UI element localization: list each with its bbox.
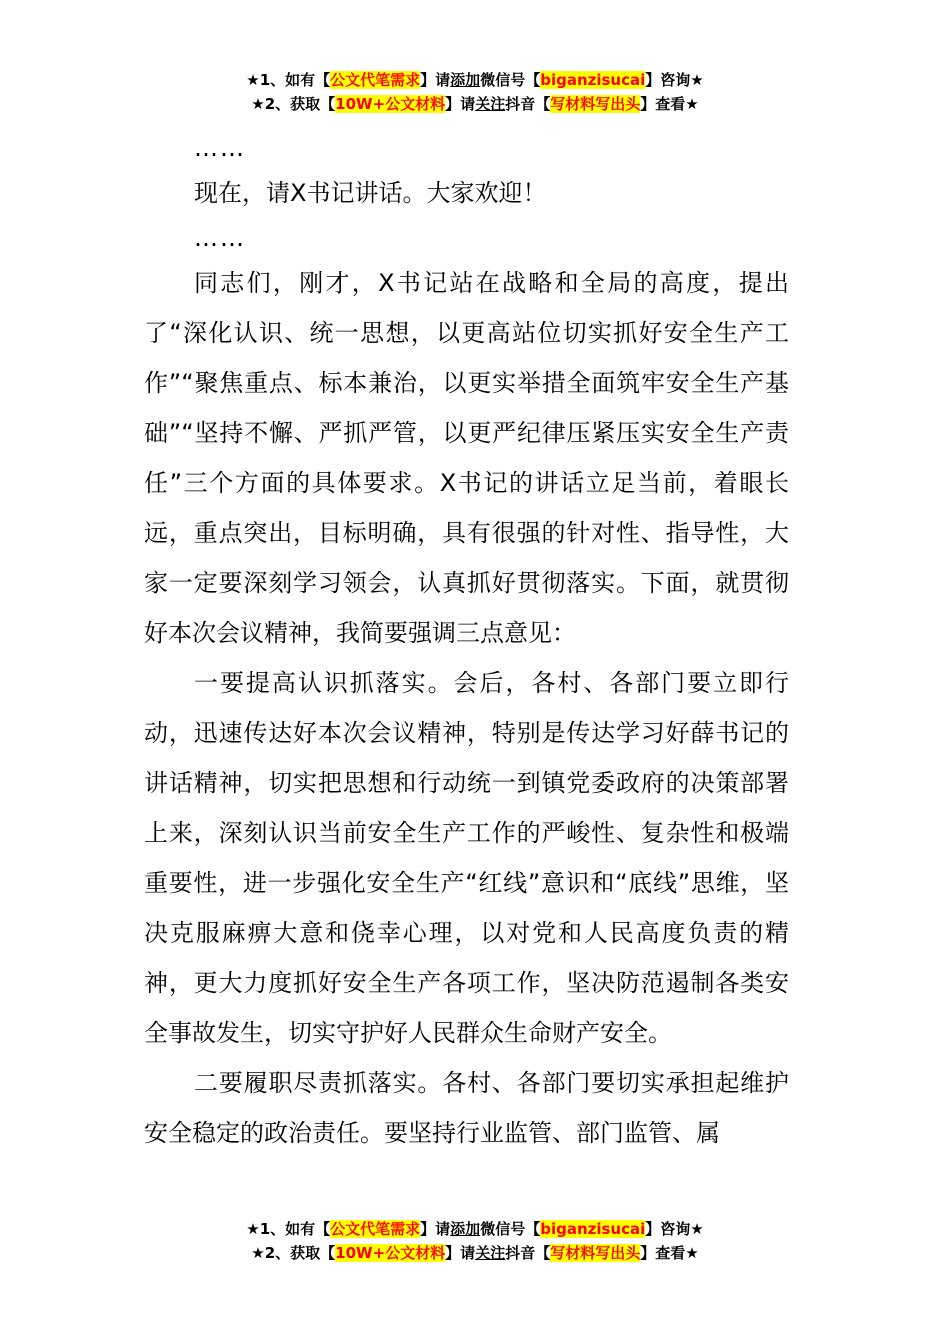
promo-highlight: 公文代笔需求 xyxy=(330,71,421,89)
promo-highlight: 10W+公文材料 xyxy=(335,1244,446,1262)
star-icon: ★ xyxy=(690,71,704,89)
promo-line-1 xyxy=(0,68,950,92)
promo-text: 】查看 xyxy=(640,95,686,113)
promo-highlight: biganzisucai xyxy=(540,1220,646,1238)
promo-highlight: 写材料写出头 xyxy=(550,95,641,113)
promo-text: 1、如有【 xyxy=(259,1220,331,1238)
ellipsis-paragraph: …… xyxy=(194,134,246,162)
promo-text: 微信号【 xyxy=(480,71,541,89)
promo-text: 】请 xyxy=(445,95,476,113)
promo-text: 抖音【 xyxy=(505,1244,551,1262)
summary-paragraph: 同志们，刚才，X书记站在战略和全局的高度，提出了“深化认识、统一思想，以更高站位切实抓好安全生产工作”“聚焦重点、标本兼治，以更实举措全面筑牢安全生产基础”“坚持不懈、严抓严管，以更严纪律压紧压实安全生产责任”三个方面的具体要求。X书记的讲话立足当前，着眼长远，重点突出，目标明确，具有很强的针对性、指导性，大家一定要深刻学习领会，认真抓好贯彻落实。下面，就贯彻好本次会议精神，我简要强调三点意见： xyxy=(144,269,789,647)
promo-highlight: 写材料写出头 xyxy=(550,1244,641,1262)
promo-line-1 xyxy=(0,1217,950,1241)
promo-text: 】请 xyxy=(445,1244,476,1262)
promo-underline: 添加 xyxy=(450,1220,481,1238)
promo-text: 】咨询 xyxy=(645,71,691,89)
promo-text: 】查看 xyxy=(640,1244,686,1262)
promo-text: 微信号【 xyxy=(480,1220,541,1238)
promo-text: 】咨询 xyxy=(645,1220,691,1238)
promo-underline: 关注 xyxy=(475,95,506,113)
star-icon: ★ xyxy=(246,1220,260,1238)
promo-text: 2、获取【 xyxy=(264,1244,336,1262)
speech-invitation-paragraph: 现在，请X书记讲话。大家欢迎！ xyxy=(194,179,547,207)
promo-text: 】请 xyxy=(420,1220,451,1238)
document-body xyxy=(144,128,789,1158)
star-icon: ★ xyxy=(251,1244,265,1262)
promo-text: 抖音【 xyxy=(505,95,551,113)
star-icon: ★ xyxy=(685,1244,699,1262)
ellipsis-paragraph: …… xyxy=(194,224,246,252)
star-icon: ★ xyxy=(690,1220,704,1238)
promo-highlight: 10W+公文材料 xyxy=(335,95,446,113)
promo-line-2 xyxy=(0,92,950,116)
star-icon: ★ xyxy=(685,95,699,113)
point-one-paragraph: 一要提高认识抓落实。会后，各村、各部门要立即行动，迅速传达好本次会议精神，特别是传达学习好薛书记的讲话精神，切实把思想和行动统一到镇党委政府的决策部署上来，深刻认识当前安全生产工作的严峻性、复杂性和极端重要性，进一步强化安全生产“红线”意识和“底线”思维，坚决克服麻痹大意和侥幸心理，以对党和人民高度负责的精神，更大力度抓好安全生产各项工作，坚决防范遏制各类安全事故发生，切实守护好人民群众生命财产安全。 xyxy=(144,669,789,1047)
promo-text: 2、获取【 xyxy=(264,95,336,113)
point-two-paragraph: 二要履职尽责抓落实。各村、各部门要切实承担起维护安全稳定的政治责任。要坚持行业监管、部门监管、属 xyxy=(144,1069,789,1147)
promo-text: 1、如有【 xyxy=(259,71,331,89)
header-promo-banner xyxy=(0,68,950,116)
promo-line-2 xyxy=(0,1241,950,1265)
promo-highlight: biganzisucai xyxy=(540,71,646,89)
promo-underline: 添加 xyxy=(450,71,481,89)
star-icon: ★ xyxy=(246,71,260,89)
footer-promo-banner xyxy=(0,1217,950,1265)
promo-highlight: 公文代笔需求 xyxy=(330,1220,421,1238)
star-icon: ★ xyxy=(251,95,265,113)
promo-text: 】请 xyxy=(420,71,451,89)
promo-underline: 关注 xyxy=(475,1244,506,1262)
